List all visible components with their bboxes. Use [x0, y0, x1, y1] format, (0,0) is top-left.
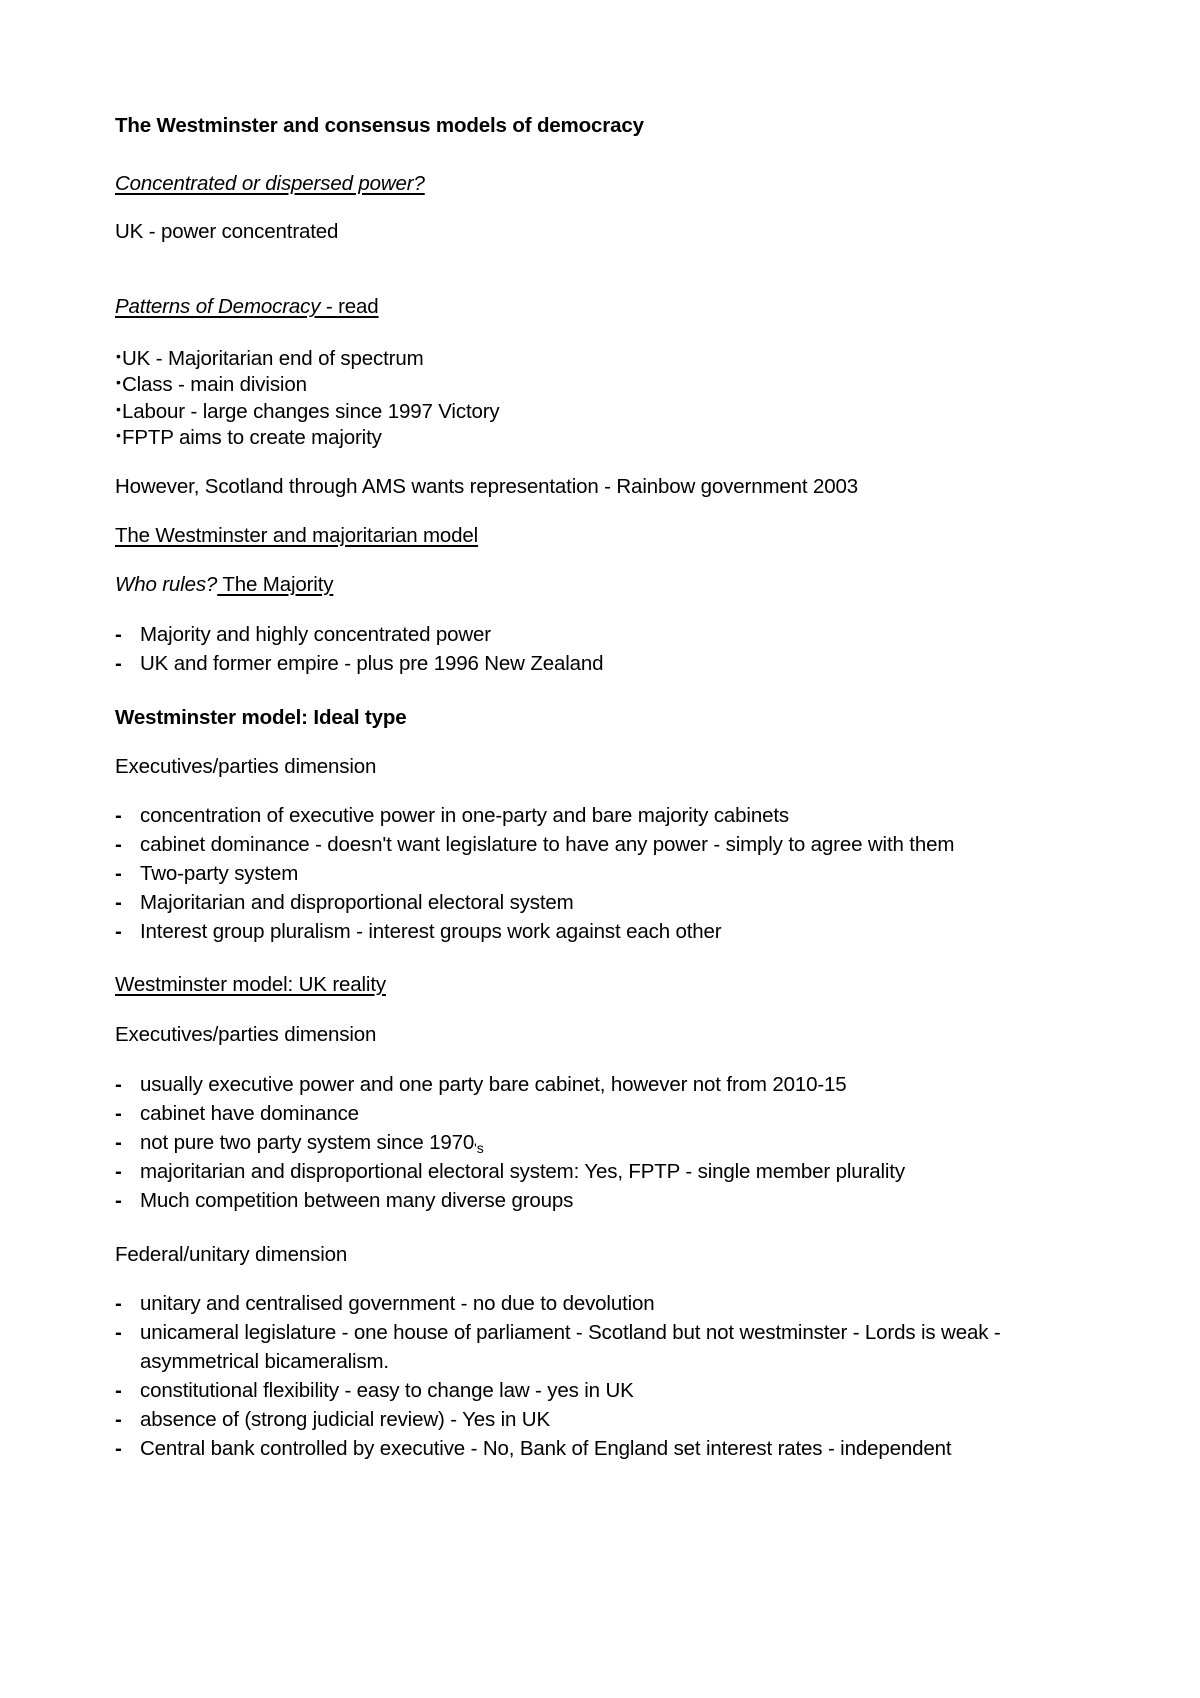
- list-item: UK and former empire - plus pre 1996 New Zealand: [140, 652, 604, 675]
- bullet-dot-icon: •: [116, 401, 121, 417]
- list-item: constitutional flexibility - easy to change law - yes in UK: [140, 1379, 634, 1402]
- list-item: cabinet have dominance: [140, 1102, 359, 1125]
- ideal-dimension: Executives/parties dimension: [115, 755, 377, 778]
- who-rules-line: [115, 573, 333, 597]
- list-item: majoritarian and disproportional electoral system: Yes, FPTP - single member plurality: [140, 1160, 905, 1183]
- list-item: unicameral legislature - one house of parliament - Scotland but not westminster - Lords is weak -: [140, 1321, 1001, 1344]
- bullet-dash-icon: -: [115, 1102, 122, 1125]
- list-item-main: not pure two party system since 1970: [140, 1131, 475, 1154]
- list-item: Central bank controlled by executive - No, Bank of England set interest rates - independent: [140, 1437, 952, 1460]
- uk-power-line: UK - power concentrated: [115, 220, 339, 243]
- bullet-dash-icon: -: [115, 1379, 122, 1402]
- reality-dimension: Executives/parties dimension: [115, 1023, 377, 1046]
- bullet-dash-icon: -: [115, 1073, 122, 1096]
- list-item: Majority and highly concentrated power: [140, 623, 491, 646]
- bullet-dash-icon: -: [115, 1321, 122, 1344]
- patterns-suffix: - read: [325, 295, 379, 318]
- bullet-dash-icon: -: [115, 920, 122, 943]
- who-rules-label: Who rules?: [115, 573, 218, 596]
- list-item: Much competition between many diverse groups: [140, 1189, 574, 1212]
- list-item: [140, 1131, 484, 1160]
- list-item: Majoritarian and disproportional electoral system: [140, 891, 574, 914]
- bullet-dash-icon: -: [115, 833, 122, 856]
- bullet-dot-icon: •: [116, 348, 121, 364]
- bullet-dash-icon: -: [115, 891, 122, 914]
- bullet-dash-icon: -: [115, 804, 122, 827]
- federal-dimension: Federal/unitary dimension: [115, 1243, 348, 1266]
- list-item: cabinet dominance - doesn't want legislature to have any power - simply to agree with them: [140, 833, 955, 856]
- bullet-dot-icon: •: [116, 374, 121, 390]
- bullet-dash-icon: -: [115, 1292, 122, 1315]
- list-item-suffix: 's: [474, 1140, 484, 1156]
- list-item: FPTP aims to create majority: [122, 426, 382, 449]
- bullet-dash-icon: -: [115, 1189, 122, 1212]
- bullet-dash-icon: -: [115, 1131, 122, 1154]
- reality-heading: Westminster model: UK reality: [115, 973, 386, 996]
- list-item-continuation: asymmetrical bicameralism.: [140, 1350, 389, 1373]
- list-item: Class - main division: [122, 373, 307, 396]
- patterns-line: [115, 295, 379, 319]
- bullet-dash-icon: -: [115, 623, 122, 646]
- patterns-book-title: Patterns of Democracy: [115, 295, 326, 318]
- section-question: Concentrated or dispersed power?: [115, 172, 425, 195]
- list-item: Labour - large changes since 1997 Victory: [122, 400, 500, 423]
- however-paragraph: However, Scotland through AMS wants representation - Rainbow government 2003: [115, 475, 858, 498]
- list-item: Two-party system: [140, 862, 299, 885]
- bullet-dot-icon: •: [116, 427, 121, 443]
- bullet-dash-icon: -: [115, 1437, 122, 1460]
- bullet-dash-icon: -: [115, 1408, 122, 1431]
- majoritarian-heading: The Westminster and majoritarian model: [115, 524, 479, 547]
- list-item: UK - Majoritarian end of spectrum: [122, 347, 424, 370]
- list-item: usually executive power and one party bare cabinet, however not from 2010-15: [140, 1073, 847, 1096]
- bullet-dash-icon: -: [115, 652, 122, 675]
- ideal-heading: Westminster model: Ideal type: [115, 706, 407, 729]
- list-item: concentration of executive power in one-party and bare majority cabinets: [140, 804, 789, 827]
- list-item: Interest group pluralism - interest groups work against each other: [140, 920, 722, 943]
- document-title: The Westminster and consensus models of democracy: [115, 114, 644, 137]
- list-item: unitary and centralised government - no due to devolution: [140, 1292, 655, 1315]
- bullet-dash-icon: -: [115, 862, 122, 885]
- list-item: absence of (strong judicial review) - Yes in UK: [140, 1408, 550, 1431]
- bullet-dash-icon: -: [115, 1160, 122, 1183]
- who-rules-answer: The Majority: [217, 573, 334, 596]
